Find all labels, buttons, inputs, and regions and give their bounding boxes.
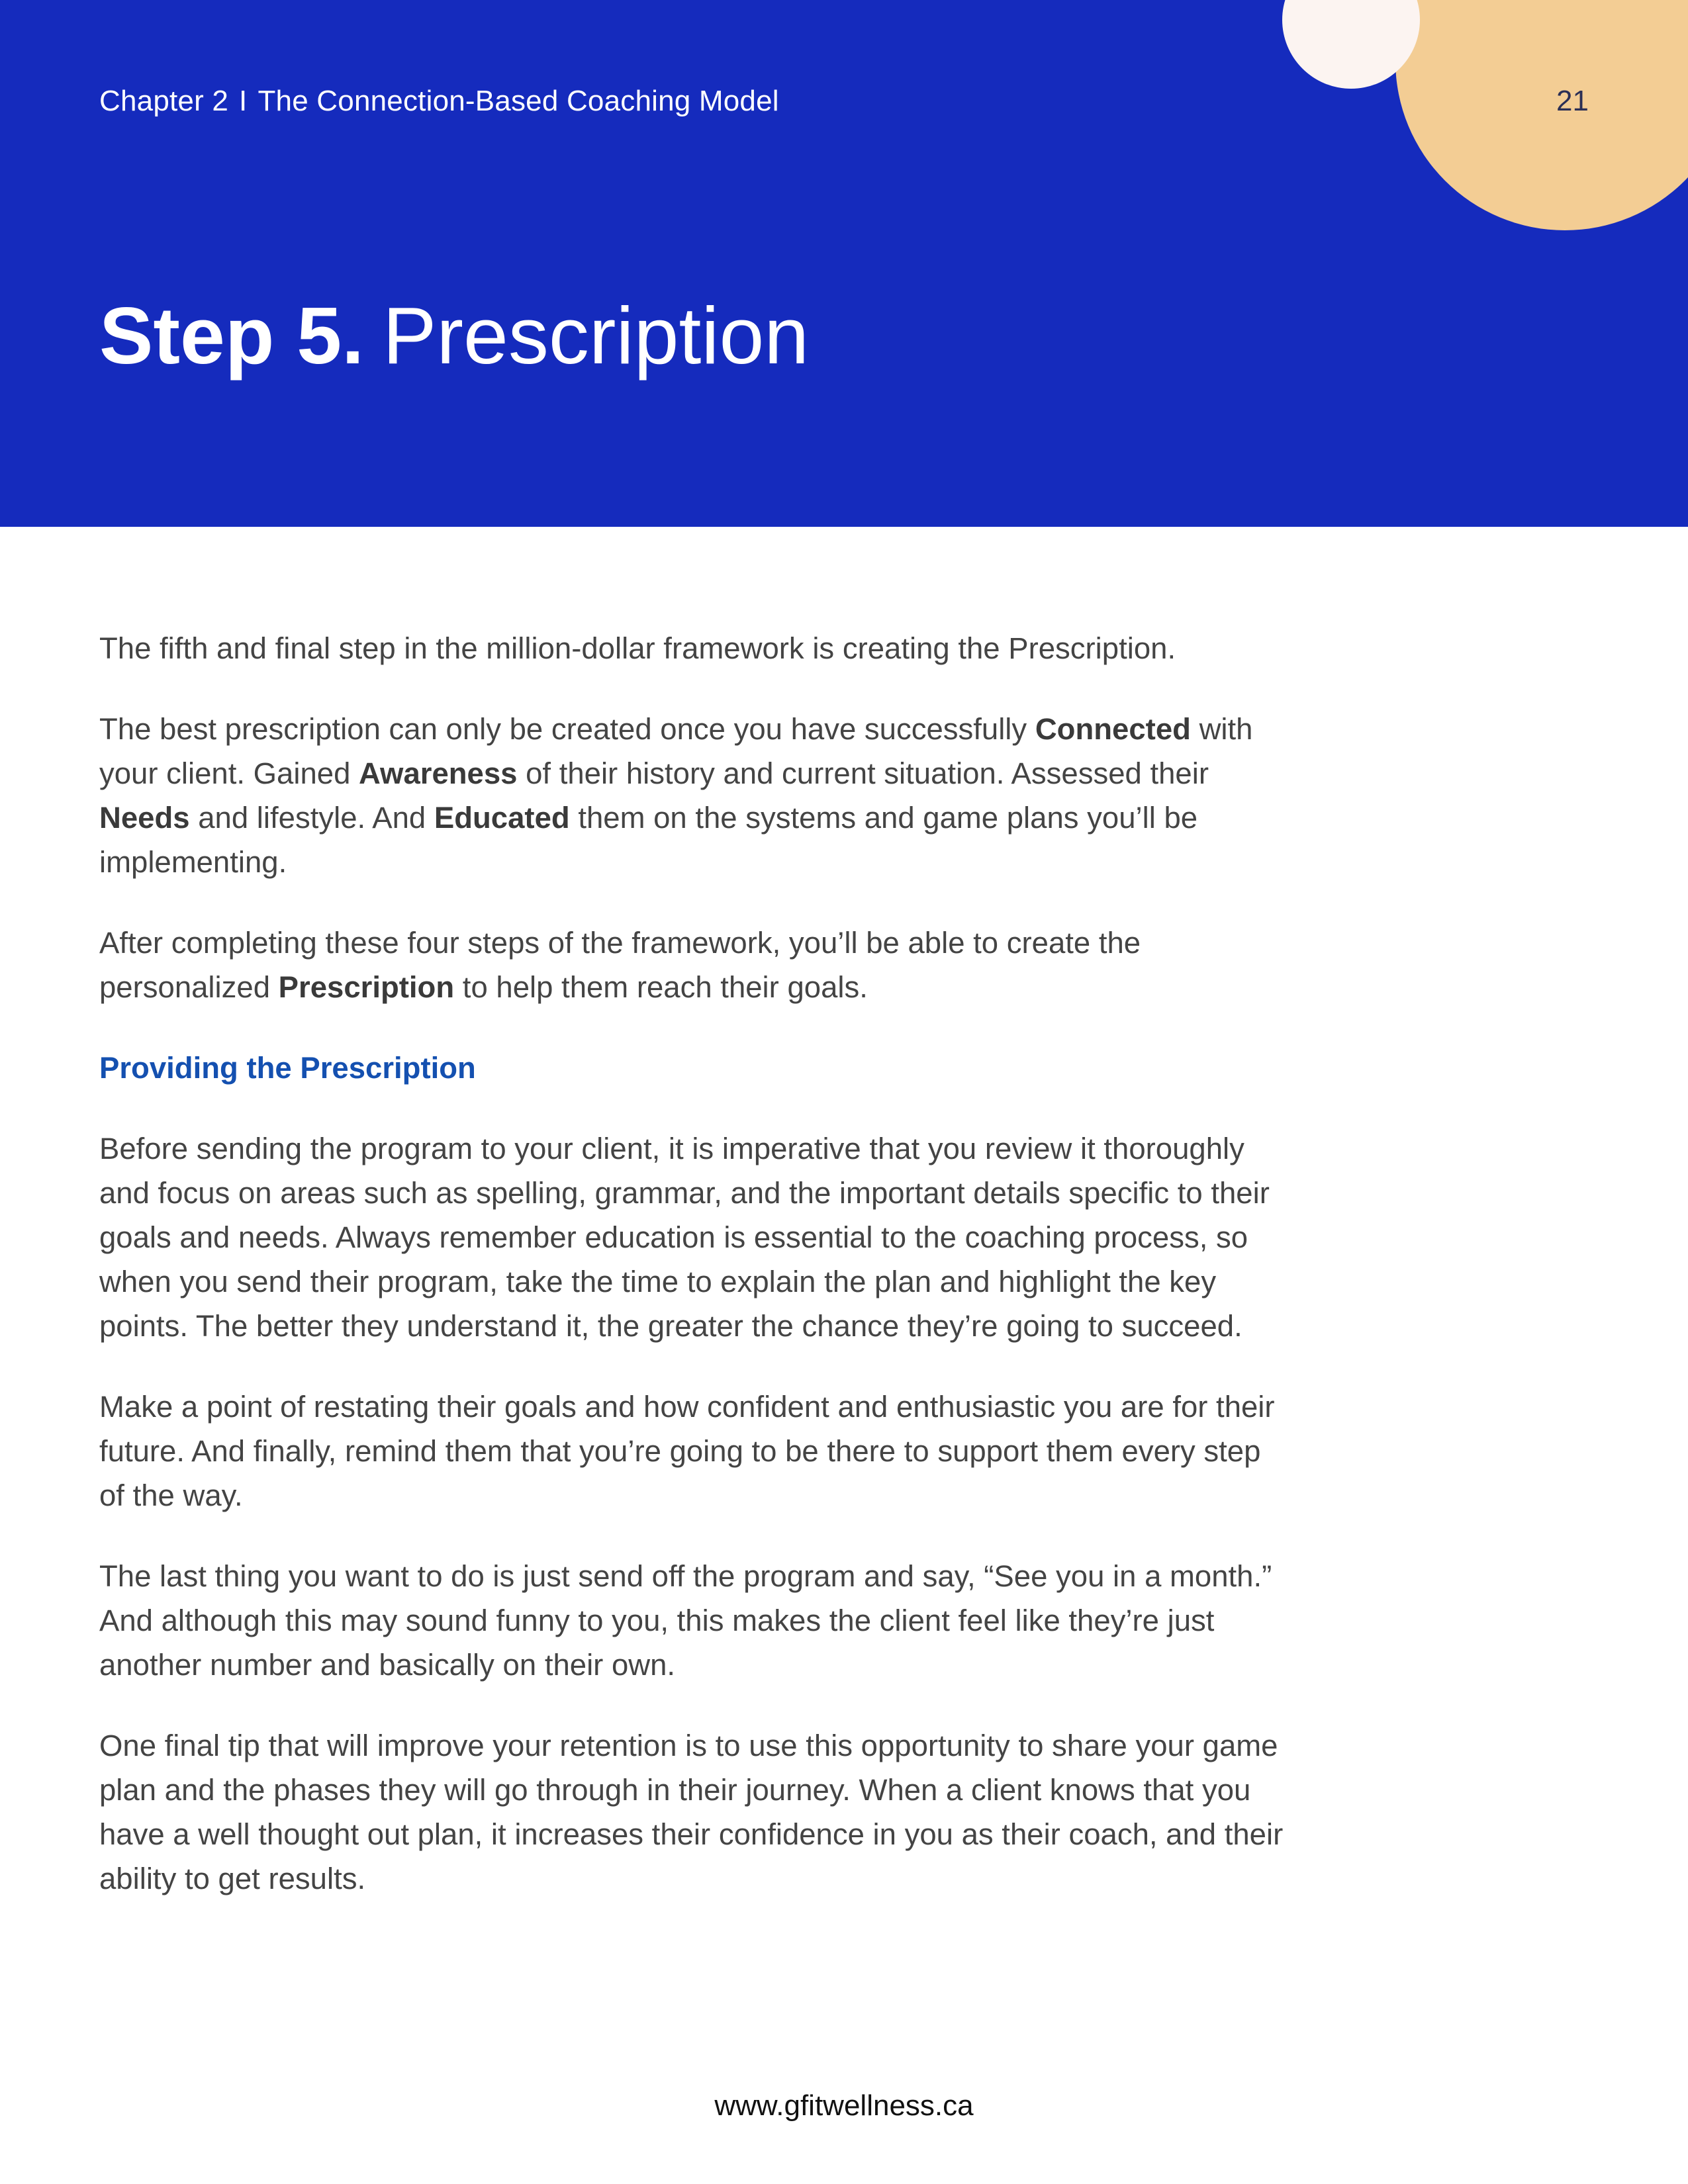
text-run: to help them reach their goals. [454, 970, 868, 1004]
paragraph-last-thing: The last thing you want to do is just send off the program and say, “See you in a month.” And although this may sound funny to you, this makes the client feel like they’re just another number and basically on their own. [99, 1559, 1272, 1682]
text-run: with your client. Gained [99, 712, 1253, 790]
page-title [99, 291, 809, 380]
running-head [99, 85, 779, 118]
paragraph-best-prescription [99, 707, 1291, 884]
paragraph-after-completing [99, 921, 1291, 1009]
page-number: 21 [1556, 85, 1589, 117]
paragraph-intro: The fifth and final step in the million-dollar framework is creating the Prescription. [99, 631, 1176, 665]
running-head-separator: I [239, 85, 248, 117]
emphasis-connected: Connected [1035, 712, 1191, 746]
body-content [99, 626, 1291, 1937]
paragraph-restating-goals: Make a point of restating their goals and how confident and enthusiastic you are for their future. And finally, remind them that you’re going to be there to support them every step of the way. [99, 1390, 1275, 1512]
page-title-name: Prescription [383, 291, 810, 381]
text-run: The best prescription can only be created once you have successfully [99, 712, 1035, 746]
emphasis-awareness: Awareness [359, 756, 518, 790]
footer-url: www.gfitwellness.ca [714, 2089, 974, 2122]
section-subheading: Providing the Prescription [99, 1051, 476, 1085]
text-run: of their history and current situation. Assessed their [517, 756, 1209, 790]
emphasis-needs: Needs [99, 801, 190, 835]
page-title-step: Step 5. [99, 291, 365, 381]
emphasis-prescription: Prescription [278, 970, 455, 1004]
paragraph-final-tip: One final tip that will improve your retention is to use this opportunity to share your game plan and the phases they will go through in their journey. When a client knows that you have a well thought out plan, it increases their confidence in you as their coach, and their ability to get results. [99, 1729, 1284, 1895]
text-run: and lifestyle. And [189, 801, 434, 835]
emphasis-educated: Educated [434, 801, 570, 835]
text-run: them on the systems and game plans you’ll be implementing. [99, 801, 1198, 879]
chapter-label: Chapter 2 [99, 85, 229, 117]
text-run: After completing these four steps of the framework, you’ll be able to create the personalized [99, 926, 1141, 1004]
header-band [0, 0, 1688, 527]
chapter-title: The Connection-Based Coaching Model [258, 85, 779, 117]
paragraph-before-sending: Before sending the program to your client, it is imperative that you review it thoroughly and focus on areas such as spelling, grammar, and the important details specific to their goals and needs. Always remember education is essential to the coaching process, so when you send their program, take the time to explain the plan and highlight the key points. The better they understand it, the greater the chance they’re going to succeed. [99, 1132, 1270, 1343]
